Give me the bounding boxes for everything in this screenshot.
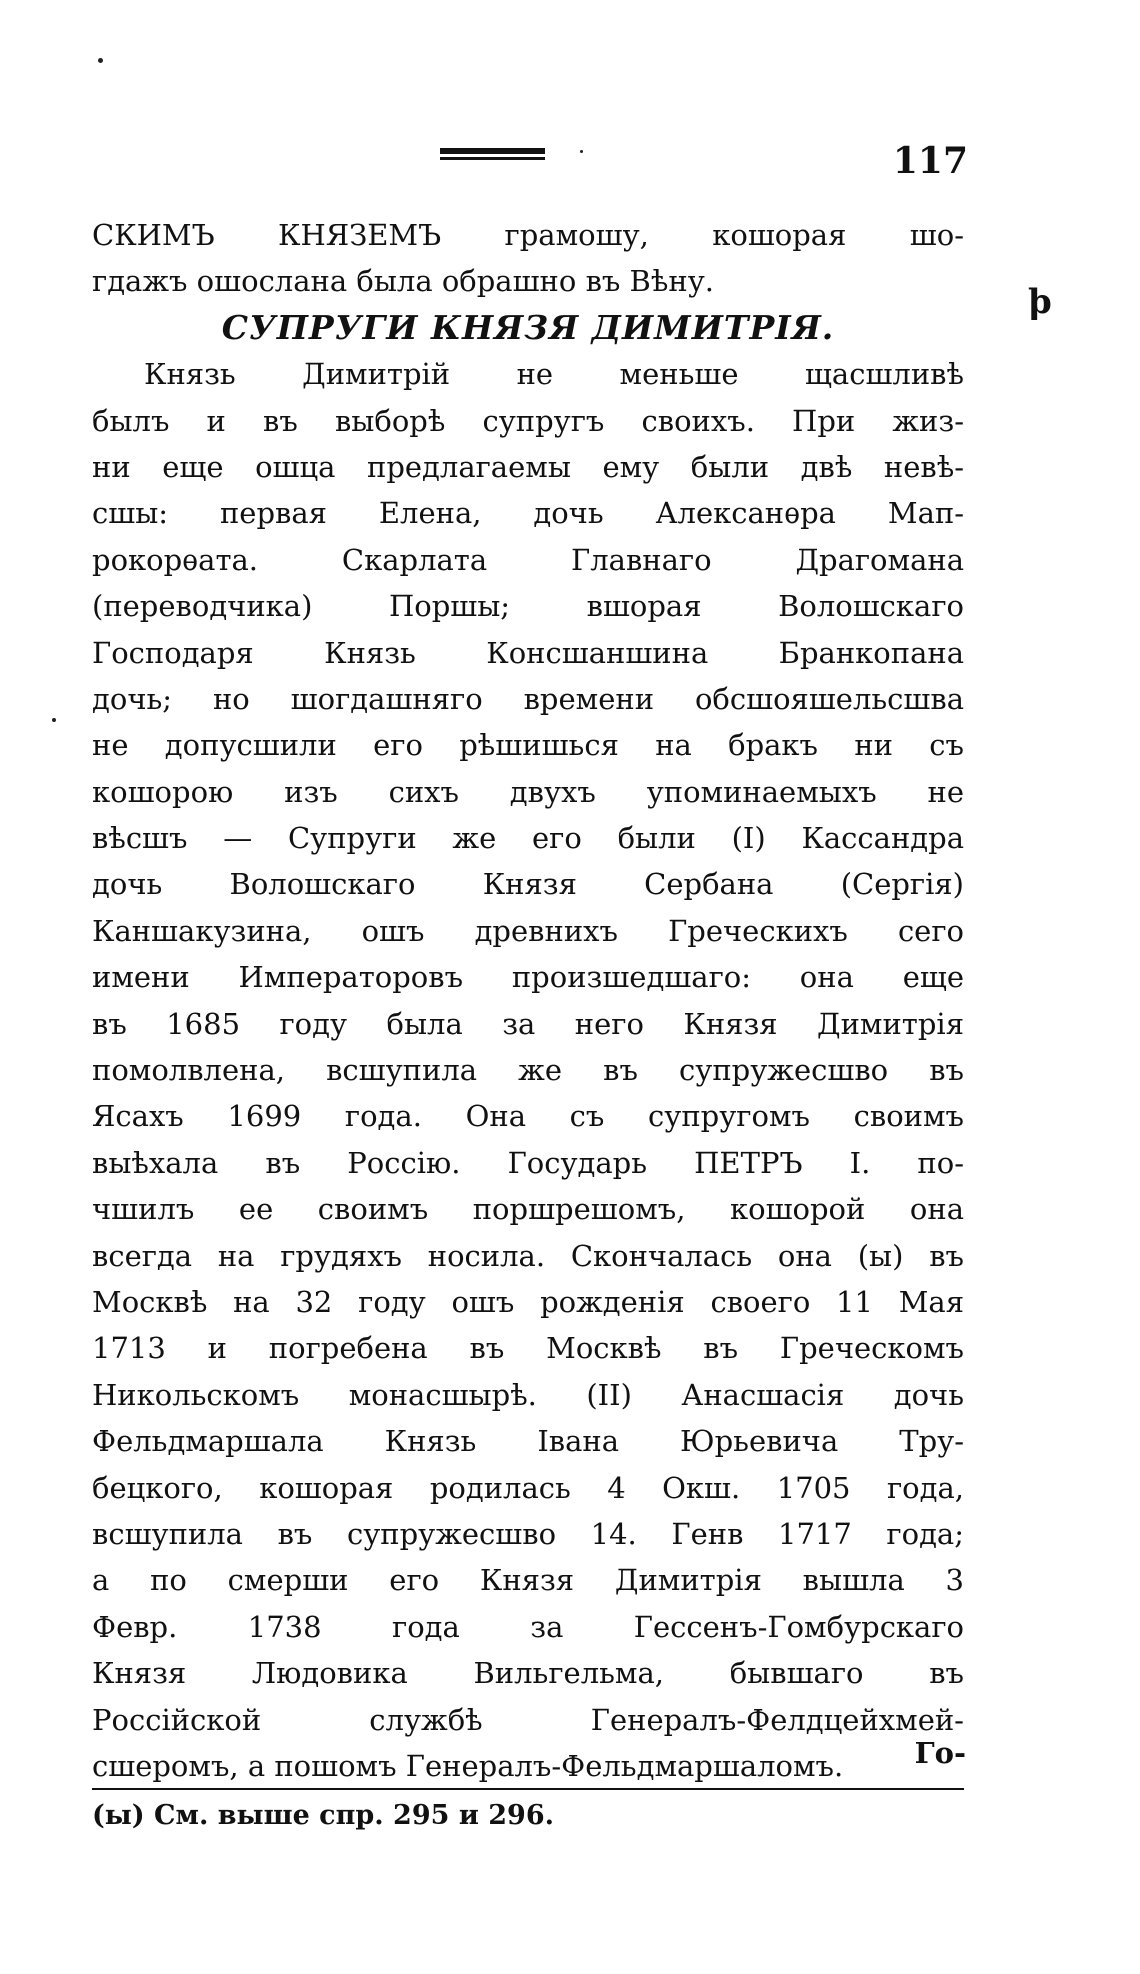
header-rule-thick [440,148,545,154]
margin-mark: ϸ [1028,282,1052,322]
text-line: Февр. 1738 года за Гессенъ-Гомбурскаго [92,1609,964,1644]
text-line: не допусшили его рѣшишься на бракъ ни съ [92,728,964,763]
text-line: рокорѳата. Скарлата Главнаго Драгомана [92,542,964,577]
text-line: Князя Людовика Вильгельма, бывшаго въ [92,1656,964,1691]
page-number: 117 [892,140,968,182]
text-line: всегда на грудяхъ носила. Скончалась она (ы) въ [92,1238,964,1273]
text-line: Москвѣ на 32 году ошъ рожденія своего 11 Мая [92,1284,964,1319]
main-text [92,212,964,1789]
text-line: а по смерши его Князя Димитрія вышла 3 [92,1563,964,1598]
text-line: 1713 и погребена въ Москвѣ въ Греческомъ [92,1331,964,1366]
text-line: гдажъ ошослана была обрашно въ Вѣну. [92,264,714,299]
text-line: кошорою изъ сихъ двухъ упоминаемыхъ не [92,774,964,809]
text-line: сшы: первая Елена, дочь Алексанѳра Мап- [92,496,964,531]
text-line: ни еще ошца предлагаемы ему были двѣ невѣ- [92,449,964,484]
text-line: имени Императоровъ произшедшаго: она еще [92,960,964,995]
text-line: бецкого, кошорая родилась 4 Окш. 1705 года, [92,1470,964,1505]
text-line: СКИМЪ КНЯЗЕМЪ грамошу, кошорая шо- [92,218,964,252]
text-line: сшеромъ, а пошомъ Генералъ-Фельдмаршаломъ. [92,1748,844,1783]
text-line: Никольскомъ монасшырѣ. (II) Анасшасія дочь [92,1377,964,1412]
text-line: всшупила въ супружесшво 14. Генв 1717 года; [92,1516,964,1551]
text-line: Господаря Князь Консшаншина Бранкопана [92,635,964,670]
section-heading: СУПРУГИ КНЯЗЯ ДИМИТРІЯ. [221,307,835,347]
catchword: Го- [914,1736,966,1770]
text-line: выѣхала въ Россію. Государь ПЕТРЪ I. по- [92,1145,964,1180]
text-line: Ясахъ 1699 года. Она съ супругомъ своимъ [92,1099,964,1134]
header-rule-thin [440,157,545,160]
text-line: Князь Димитрій не меньше щасшливѣ [144,357,964,392]
footnote-rule [92,1788,964,1790]
footnote: (ы) См. выше спр. 295 и 296. [92,1800,555,1831]
text-line: Россійской службѣ Генералъ-Фелдцейхмей- [92,1702,964,1737]
print-speck [98,58,103,63]
print-speck [52,718,56,722]
text-line: (переводчика) Поршы; вшорая Волошскаго [92,589,964,624]
text-line: Фельдмаршала Князь Івана Юрьевича Тру- [92,1424,964,1459]
text-line: въ 1685 году была за него Князя Димитрія [92,1006,964,1041]
text-line: дочь Волошскаго Князя Сербана (Сергія) [92,867,964,902]
text-line: помолвлена, всшупила же въ супружесшво въ [92,1053,964,1088]
text-line: Каншакузина, ошъ древнихъ Греческихъ сего [92,913,964,948]
header-rule [440,148,545,162]
print-speck [580,150,583,153]
text-line: вѣсшъ — Супруги же его были (I) Кассандра [92,821,964,856]
text-line: дочь; но шогдашняго времени обсшояшельсшва [92,681,964,716]
text-line: былъ и въ выборѣ супругъ своихъ. При жиз- [92,403,964,438]
text-line: чшилъ ее своимъ поршрешомъ, кошорой она [92,1192,964,1227]
